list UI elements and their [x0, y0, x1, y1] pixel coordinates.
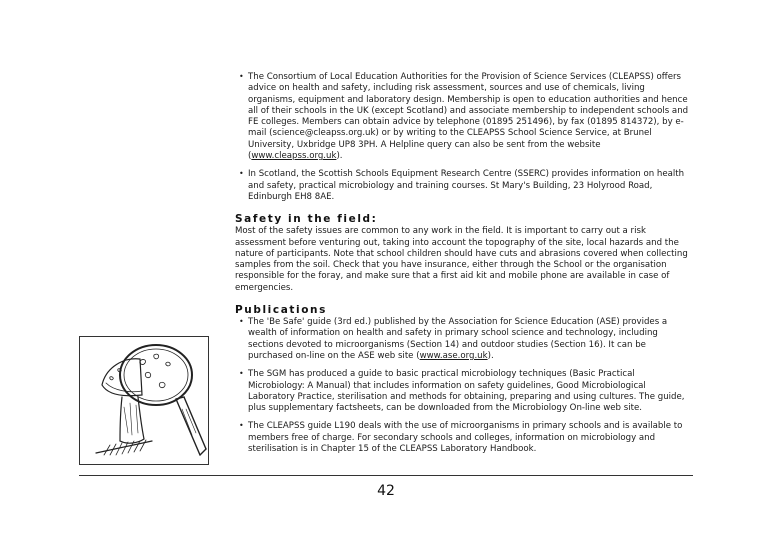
list-item-l190 [235, 421, 693, 455]
bullet-icon: • [239, 317, 244, 327]
bullet-icon: • [239, 169, 244, 179]
bullet-icon: • [239, 369, 244, 379]
list-item-ase [235, 317, 693, 362]
sserc-text: In Scotland, the Scottish Schools Equipment Research Centre (SSERC) provides information on health and safety, practical microbiology and training courses. St Mary's Building, 23 Holyrood Road, Edinburgh EH8 8AE. [248, 169, 685, 202]
bullet-icon: • [239, 72, 244, 81]
ase-text-end: ). [487, 350, 494, 361]
l190-text: The CLEAPSS guide L190 deals with the use of microorganisms in primary schools and is available to members free of charge. For secondary schools and colleges, information on microbiology and sterilisation is in Chapter 15 of the CLEAPSS Laboratory Handbook. [248, 421, 683, 455]
list-item-sgm [235, 369, 693, 414]
mushroom-magnifying-glass-icon [80, 337, 208, 464]
publications-heading: Publications [235, 304, 327, 317]
main-content [235, 72, 693, 455]
bullet-icon: • [239, 421, 244, 431]
sgm-text: The SGM has produced a guide to basic practical microbiology techniques (Basic Practical Microbiology: A Manual) that includes information on safety guidelines, Good Microbiological Laboratory Practice, sterilisation and methods for obtaining, preparing and using cultures. The guide, plus supplementary factsheets, can be downloaded from the Microbiology On-line web site. [248, 369, 685, 414]
list-item-sserc [235, 169, 693, 203]
page-number: 42 [377, 483, 395, 499]
safety-body: Most of the safety issues are common to any work in the field. It is important to carry out a risk assessment before venturing out, taking into account the topography of the site, local hazards and the nature of participants. Note that school children should have cuts and abrasions covered when collecting samples from the soil. Check that you have insurance, either through the School or the organisation responsible for the foray, and make sure that a first aid kit and mobile phone are available in case of emergencies. [235, 226, 688, 293]
publications-list [235, 317, 693, 455]
ase-link[interactable]: www.ase.org.uk [419, 350, 488, 361]
cleapss-link[interactable]: www.cleapss.org.uk [251, 151, 337, 162]
list-item-cleapss [235, 72, 693, 162]
cleapss-text-end: ). [336, 151, 343, 162]
footer-rule [79, 475, 693, 476]
organisations-list [235, 72, 693, 203]
safety-heading: Safety in the field: [235, 213, 378, 226]
cleapss-text: The Consortium of Local Education Authorities for the Provision of Science Services (CLEAPSS) offers advice on health and safety, including risk assessment, sources and use of chemicals, living organisms, equipment and laboratory design. Membership is open to education authorities and hence all of their schools in the UK (except Scotland) and associate membership to independent schools and FE colleges. Members can obtain advice by telephone (01895 251496), by fax (01895 814372), by e-mail (science@cleapss.org.uk) or by writing to the CLEAPSS School Science Service, at Brunel University, Uxbridge UP8 3PH. A Helpline query can also be sent from the website ( [248, 72, 689, 162]
ase-text: The 'Be Safe' guide (3rd ed.) published by the Association for Science Education (ASE) provides a wealth of information on health and safety in primary school science and technology, including sections devoted to microorganisms (Section 14) and outdoor studies (Section 16). It can be purchased on-line on the ASE web site ( [248, 317, 668, 361]
mushroom-illustration [79, 336, 209, 465]
